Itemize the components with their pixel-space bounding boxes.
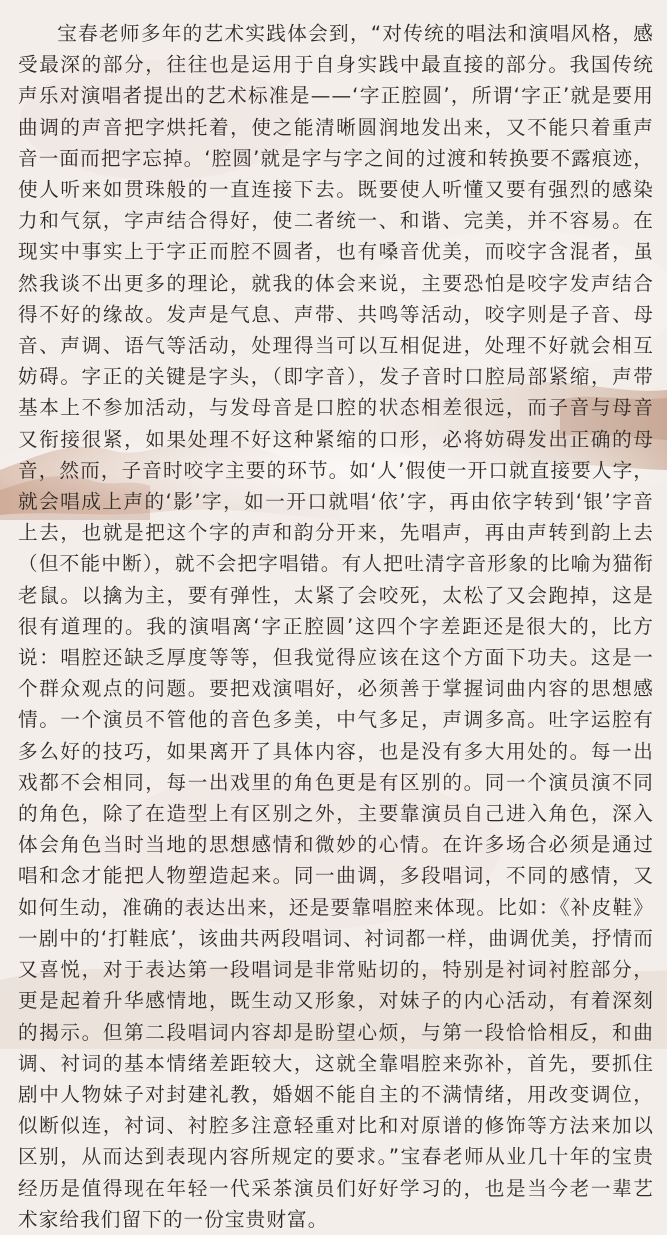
article-body: 宝春老师多年的艺术实践体会到，“对传统的唱法和演唱风格，感受最深的部分，往往也是运用于自身实践中最直接的部分。我国传统声乐对演唱者提出的艺术标准是——‘字正腔圆’，所谓‘字正’就是要用曲调的声音把字烘托着，使之能清晰圆润地发出来，又不能只着重声音一面而把字忘掉。‘腔圆’就是字与字之间的过渡和转换要不露痕迹，使人听来如贯珠般的一直连接下去。既要使人听懂又要有强烈的感染力和气氛，字声结合得好，使二者统一、和谐、完美，并不容易。在现实中事实上于字正而腔不圆者，也有嗓音优美，而咬字含混者，虽然我谈不出更多的理论，就我的体会来说，主要恐怕是咬字发声结合得不好的缘故。发声是气息、声带、共鸣等活动，咬字则是子音、母音、声调、语气等活动，处理得当可以互相促进，处理不好就会相互妨碍。字正的关键是字头，（即字音），发子音时口腔局部紧缩，声带基本上不参加活动，与发母音是口腔的状态相差很远，而子音与母音又衔接很紧，如果处理不好这种紧缩的口形，必将妨碍发出正确的母音，然而，子音时咬字主要的环节。如‘人’假使一开口就直接要人字，就会唱成上声的‘影’字，如一开口就唱‘依’字，再由依字转到‘银’字音上去，也就是把这个字的声和韵分开来，先唱声，再由声转到韵上去（但不能中断），就不会把字唱错。有人把吐清字音形象的比喻为猫衔老鼠。以擒为主，要有弹性，太紧了会咬死，太松了又会跑掉，这是很有道理的。我的演唱离‘字正腔圆’这四个字差距还是很大的，比方说：唱腔还缺乏厚度等等，但我觉得应该在这个方面下功夫。这是一个群众观点的问题。要把戏演唱好，必须善于掌握词曲内容的思想感情。一个演员不管他的音色多美，中气多足，声调多高。吐字运腔有多么好的技巧，如果离开了具体内容，也是没有多大用处的。每一出戏都不会相同，每一出戏里的角色更是有区别的。同一个演员演不同的角色，除了在造型上有区别之外，主要靠演员自己进入角色，深入体会角色当时当地的思想感情和微妙的心情。在许多场合必须是通过唱和念才能把人物塑造起来。同一曲调，多段唱词，不同的感情，又如何生动，准确的表达出来，还是要靠唱腔来体现。比如：《补皮鞋》一剧中的‘打鞋底’，该曲共两段唱词、衬词都一样，曲调优美，抒情而又喜悦，对于表达第一段唱词是非常贴切的，特别是衬词衬腔部分，更是起着升华感情地，既生动又形象，对妹子的内心活动，有着深刻的揭示。但第二段唱词内容却是盼望心烦，与第一段恰恰相反，和曲调、衬词的基本情绪差距较大，这就全靠唱腔来弥补，首先，要抓住剧中人物妹子对封建礼教，婚姻不能自主的不满情绪，用改变调位，似断似连，衬词、衬腔多注意轻重对比和对原谱的修饰等方法来加以区别，从而达到表现内容所规定的要求。”宝春老师从业几十年的宝贵经历是值得现在年轻一代采茶演员们好好学习的，也是当今老一辈艺术家给我们留下的一份宝贵财富。 [18,22,654,1231]
